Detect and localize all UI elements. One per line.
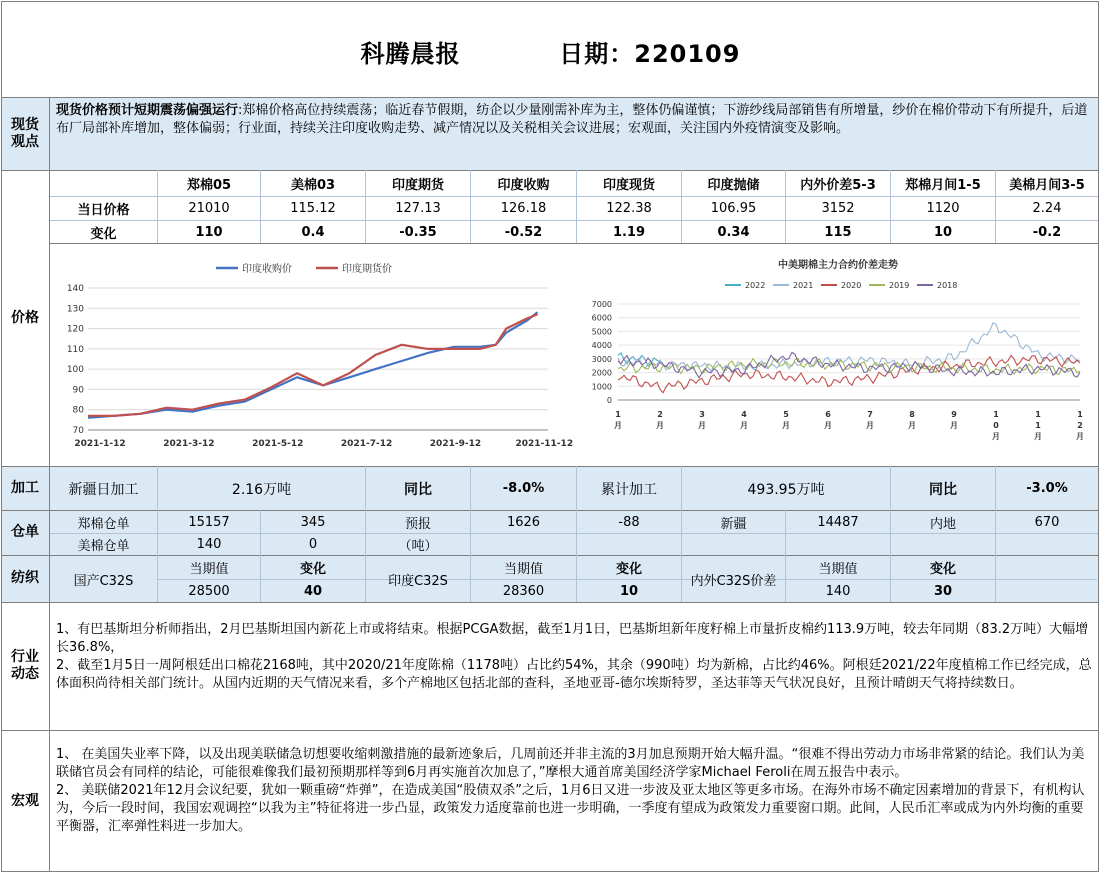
report-title: 科腾晨报 bbox=[360, 40, 461, 68]
col-header: 印度抛储 bbox=[707, 178, 760, 193]
change-value: -0.2 bbox=[1032, 224, 1062, 240]
current-price-value: 115.12 bbox=[290, 201, 336, 216]
y-tick-label: 6000 bbox=[591, 313, 612, 323]
change-value: -0.52 bbox=[504, 224, 543, 240]
y-tick-label: 5000 bbox=[591, 327, 612, 337]
x-tick-label: 9 月 bbox=[950, 410, 958, 430]
industry-paragraph-2: 2、截至1月5日一周阿根廷出口棉花2168吨，其中2020/21年度陈棉（1178吨）占比约54%，其余（990吨）均为新棉，占比约46%。阿根廷2021/22年度植棉工作已经完成，总体面积尚待相关部门统计。从国内近期的天气情况来看，多个产棉地区包括北部的查科，圣地亚哥-德尔埃斯特罗，圣达菲等天气状况良好，且预计晴朗天气将持续数日。 bbox=[56, 658, 1092, 691]
current-price-value: 127.13 bbox=[395, 201, 441, 216]
textile-cur-label: 当期值 bbox=[818, 562, 858, 577]
current-price-value: 122.38 bbox=[606, 201, 652, 216]
textile-chg-label: 变化 bbox=[299, 562, 326, 577]
price-label: 价格 bbox=[11, 309, 39, 326]
unit-label: （吨） bbox=[398, 539, 438, 554]
change-value: 10 bbox=[933, 224, 953, 240]
us-warehouse-value: 140 bbox=[196, 537, 222, 552]
spot-view-body: :郑棉价格高位持续震荡；临近春节假期，纺企以少量刚需补库为主，整体仍偏谨慎；下游纱线局部销售有所增量，纱价在棉价带动下有所提升，后道布厂局部补库增加，整体偏弱；行业面，持续关注印度收购走势、减产情况以及关税相关会议进展；宏观面，关注国内外疫情演变及影响。 bbox=[56, 103, 1088, 136]
x-tick-label: 5 月 bbox=[782, 410, 790, 430]
us-warehouse-change: 0 bbox=[308, 537, 318, 552]
warehouse-label: 仓单 bbox=[11, 524, 39, 540]
x-tick-label: 2021-3-12 bbox=[163, 439, 215, 449]
y-tick-label: 140 bbox=[66, 284, 84, 294]
xj-daily-label: 新疆日加工 bbox=[68, 481, 139, 498]
y-tick-label: 7000 bbox=[591, 300, 612, 309]
change-value: 0.4 bbox=[301, 224, 325, 240]
textile-cur-value: 28360 bbox=[502, 583, 545, 599]
x-tick-label: 1 0 月 bbox=[992, 410, 1000, 441]
col-header: 郑棉05 bbox=[186, 178, 232, 193]
forecast-change: -88 bbox=[618, 514, 640, 530]
industry-label: 行业动态 bbox=[11, 649, 39, 682]
industry-text bbox=[56, 621, 1092, 693]
col-header: 内外价差5-3 bbox=[800, 178, 876, 193]
textile-chg-label: 变化 bbox=[615, 562, 642, 577]
current-price-value: 21010 bbox=[188, 201, 230, 216]
yoy-label: 同比 bbox=[404, 481, 432, 498]
y-tick-label: 70 bbox=[72, 426, 84, 436]
report-header bbox=[0, 34, 1101, 69]
zc-warehouse-value: 15157 bbox=[188, 514, 230, 530]
us-warehouse-label: 美棉仓单 bbox=[77, 539, 130, 554]
spread-chart bbox=[580, 250, 1085, 462]
x-tick-label: 1 月 bbox=[614, 410, 622, 430]
x-tick-label: 2021-5-12 bbox=[252, 439, 304, 449]
current-price-value: 3152 bbox=[821, 201, 855, 216]
legend-label: 2022 bbox=[745, 281, 766, 290]
spot-view-lead: 现货价格预计短期震荡偏强运行 bbox=[56, 103, 239, 118]
textile-item-name: 内外C32S价差 bbox=[690, 573, 777, 589]
zc-warehouse-label: 郑棉仓单 bbox=[77, 516, 130, 532]
legend-label: 2019 bbox=[889, 281, 910, 290]
x-tick-label: 7 月 bbox=[866, 410, 874, 430]
textile-chg-label: 变化 bbox=[929, 562, 956, 577]
textile-chg-value: 10 bbox=[619, 583, 639, 599]
series-line bbox=[88, 314, 538, 415]
y-tick-label: 100 bbox=[66, 365, 84, 376]
col-header: 印度期货 bbox=[391, 178, 444, 193]
spot-view-text bbox=[56, 102, 1092, 138]
change-label: 变化 bbox=[90, 226, 117, 242]
legend-label: 2021 bbox=[793, 281, 814, 290]
col-header: 美棉月间3-5 bbox=[1009, 178, 1085, 193]
y-tick-label: 3000 bbox=[591, 354, 612, 364]
industry-paragraph-1: 1、有巴基斯坦分析师指出，2月巴基斯坦国内新花上市或将结束。根据PCGA数据，截至1月1日，巴基斯坦新年度籽棉上市量折皮棉约113.9万吨，较去年同期（83.2万吨）大幅增长36.8%， bbox=[56, 622, 1089, 655]
forecast-value: 1626 bbox=[506, 514, 541, 530]
chart-title: 中美期棉主力合约价差走势 bbox=[778, 260, 898, 271]
inland-label: 内地 bbox=[929, 516, 956, 532]
current-price-value: 126.18 bbox=[500, 201, 547, 216]
x-tick-label: 8 月 bbox=[908, 410, 916, 430]
y-tick-label: 4000 bbox=[591, 341, 612, 351]
textile-cur-value: 140 bbox=[825, 583, 851, 599]
y-tick-label: 80 bbox=[72, 405, 84, 416]
y-tick-label: 110 bbox=[66, 344, 84, 355]
legend-label: 2020 bbox=[841, 281, 862, 290]
yoy2-label: 同比 bbox=[929, 481, 957, 498]
current-price-value: 106.95 bbox=[710, 201, 757, 216]
change-value: 110 bbox=[195, 224, 223, 240]
xj-warehouse-label: 新疆 bbox=[720, 516, 747, 532]
processing-label: 加工 bbox=[11, 479, 39, 496]
india-price-chart bbox=[56, 250, 574, 460]
x-tick-label: 2021-9-12 bbox=[429, 439, 482, 449]
macro-text bbox=[56, 746, 1092, 836]
textile-chg-value: 40 bbox=[303, 583, 323, 599]
x-tick-label: 6 月 bbox=[824, 410, 832, 430]
y-tick-label: 130 bbox=[66, 304, 84, 315]
y-tick-label: 1000 bbox=[591, 382, 612, 392]
col-header: 美棉03 bbox=[290, 178, 336, 193]
current-price-value: 1120 bbox=[926, 201, 960, 216]
yoy2-value: -3.0% bbox=[1026, 481, 1068, 496]
legend-label: 印度期货价 bbox=[342, 264, 392, 275]
macro-paragraph-1: 1、 在美国失业率下降，以及出现美联储急切想要收缩刺激措施的最新迹象后，几周前还并非主流的3月加息预期开始大幅升温。“很难不得出劳动力市场非常紧的结论。我们认为美联储官员会有同样的结论，可能很难像我们最初预期那样等到6月再实施首次加息了，”摩根大通首席美国经济学家Michael Feroli在周五报告中表示。 bbox=[56, 747, 1085, 780]
y-tick-label: 120 bbox=[66, 324, 84, 335]
x-tick-label: 2 月 bbox=[656, 410, 664, 430]
textile-cur-value: 28500 bbox=[188, 583, 230, 599]
macro-label: 宏观 bbox=[11, 792, 39, 809]
x-tick-label: 4 月 bbox=[740, 410, 748, 430]
cumulative-label: 累计加工 bbox=[601, 481, 657, 498]
x-tick-label: 2021-7-12 bbox=[340, 439, 393, 449]
col-header: 郑棉月间1-5 bbox=[905, 178, 981, 193]
current-price-label: 当日价格 bbox=[77, 203, 130, 218]
zc-warehouse-change: 345 bbox=[300, 514, 326, 530]
report-date: 日期：220109 bbox=[559, 40, 741, 68]
x-tick-label: 2021-11-12 bbox=[515, 439, 574, 449]
col-header: 印度现货 bbox=[602, 178, 655, 193]
xj-warehouse-value: 14487 bbox=[817, 514, 859, 530]
cumulative-value: 493.95万吨 bbox=[747, 481, 825, 498]
textile-item-name: 印度C32S bbox=[388, 573, 448, 589]
textile-item-name: 国产C32S bbox=[73, 573, 134, 589]
x-tick-label: 2021-1-12 bbox=[74, 439, 126, 449]
x-tick-label: 1 1 月 bbox=[1034, 410, 1042, 441]
x-tick-label: 1 2 月 bbox=[1076, 410, 1084, 441]
xj-daily-value: 2.16万吨 bbox=[231, 481, 292, 498]
inland-value: 670 bbox=[1034, 514, 1060, 530]
yoy-value: -8.0% bbox=[502, 481, 545, 496]
textile-cur-label: 当期值 bbox=[503, 562, 543, 577]
col-header: 印度收购 bbox=[497, 178, 550, 193]
series-line bbox=[618, 356, 1080, 393]
textile-cur-label: 当期值 bbox=[189, 562, 229, 577]
change-value: 0.34 bbox=[717, 224, 750, 240]
change-value: 115 bbox=[824, 224, 852, 240]
textile-label: 纺织 bbox=[11, 570, 39, 586]
change-value: -0.35 bbox=[399, 224, 437, 240]
legend-label: 印度收购价 bbox=[242, 264, 292, 275]
y-tick-label: 2000 bbox=[591, 368, 612, 378]
x-tick-label: 3 月 bbox=[698, 410, 706, 430]
forecast-label: 预报 bbox=[404, 516, 431, 532]
y-tick-label: 90 bbox=[72, 385, 84, 396]
legend-label: 2018 bbox=[937, 281, 958, 290]
spot-view-label: 现货观点 bbox=[11, 117, 39, 150]
change-value: 1.19 bbox=[612, 224, 646, 240]
current-price-value: 2.24 bbox=[1032, 201, 1062, 216]
macro-paragraph-2: 2、 美联储2021年12月会议纪要，犹如一颗重磅“炸弹”，在造成美国“股债双杀”之后，1月6日又进一步波及亚太地区等更多市场。在海外市场不确定因素增加的背景下，有机构认为，今后一段时间，我国宏观调控“以我为主”特征将进一步凸显，政策发力适度靠前也进一步明确，一季度有望成为政策发力重要窗口期。此间，人民币汇率或成为内外均衡的重要平衡器，汇率弹性料进一步加大。 bbox=[56, 783, 1085, 834]
y-tick-label: 0 bbox=[606, 396, 612, 405]
textile-chg-value: 30 bbox=[933, 583, 953, 599]
